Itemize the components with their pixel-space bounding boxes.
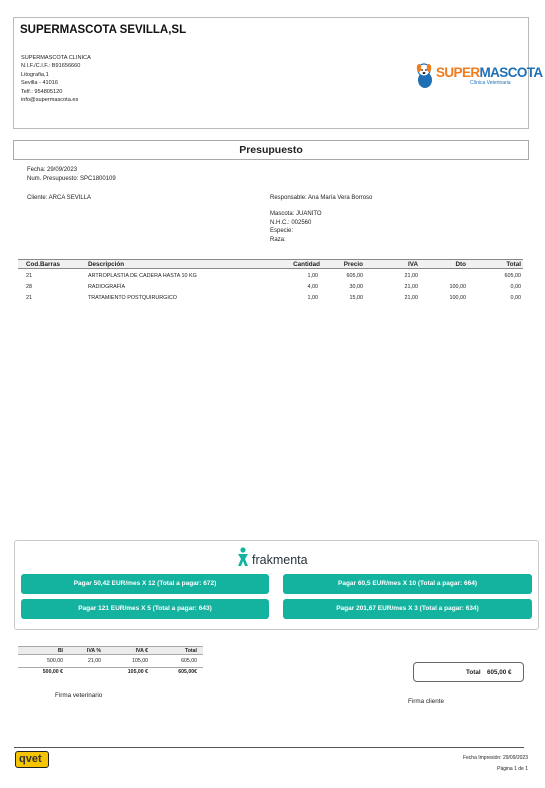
tax-col-total: Total <box>184 648 197 654</box>
col-dto: Dto <box>455 261 466 268</box>
pay-10-months-button[interactable]: Pagar 60,5 EUR/mes X 10 (Total a pagar: 664) <box>283 574 532 594</box>
tax-bi: 500,00 <box>47 658 63 664</box>
company-line: Telf.: 954805120 <box>21 88 63 95</box>
tax-iva-pct: 21,00 <box>88 658 101 664</box>
quote-number: Num. Presupuesto: SPC1800109 <box>27 175 116 182</box>
logo-wordmark: SUPERMASCOTA <box>436 65 543 80</box>
col-iva: IVA <box>407 261 418 268</box>
qvet-wordmark: qvet <box>19 753 42 765</box>
company-name: SUPERMASCOTA SEVILLA,SL <box>20 24 187 36</box>
quote-date: Fecha: 29/09/2023 <box>27 167 78 173</box>
cell-desc: TRATAMIENTO POSTQUIRURGICO <box>88 295 177 301</box>
document-title: Presupuesto <box>13 140 529 160</box>
cell-iva: 21,00 <box>404 295 418 301</box>
col-desc: Descripción <box>88 261 125 268</box>
cell-precio: 15,00 <box>349 295 363 301</box>
grand-total-box <box>413 662 524 682</box>
company-line: info@supermascota.es <box>21 97 79 104</box>
company-line: Sevilla - 41016 <box>21 80 59 87</box>
tax-iva-eur: 105,00 <box>132 658 148 664</box>
cell-iva: 21,00 <box>404 273 418 279</box>
tax-summary-header <box>18 646 203 655</box>
cell-cant: 4,00 <box>307 284 318 290</box>
cell-total: 0,00 <box>510 295 521 301</box>
company-details <box>21 54 91 104</box>
tax-total-iva: 105,00 € <box>127 669 148 675</box>
tax-col-iva-eur: IVA € <box>135 648 148 654</box>
cell-cant: 1,00 <box>307 295 318 301</box>
cell-total: 605,00 <box>504 273 521 279</box>
cell-cod: 21 <box>26 295 32 301</box>
col-precio: Precio <box>343 261 363 268</box>
cell-precio: 605,00 <box>346 273 363 279</box>
col-cant: Cantidad <box>293 261 320 268</box>
footer-divider <box>14 747 524 748</box>
quote-meta <box>27 166 116 183</box>
frakmenta-logo <box>236 546 316 568</box>
pay-12-months-button[interactable]: Pagar 50,42 EUR/mes X 12 (Total a pagar: 672) <box>21 574 269 594</box>
dog-mascot-icon <box>412 62 436 90</box>
col-cod: Cod.Barras <box>26 261 60 268</box>
client-name: Cliente: ARCA SEVILLA <box>27 195 92 201</box>
cell-total: 0,00 <box>510 284 521 290</box>
grand-total-label: Total <box>466 669 481 676</box>
cell-desc: ARTROPLASTIA DE CADERA HASTA 10 KG <box>88 273 197 279</box>
cell-dto: 100,00 <box>449 295 466 301</box>
pet-nhc: N.H.C.: 002560 <box>270 219 312 226</box>
cell-cod: 21 <box>26 273 32 279</box>
tax-total-sum: 605,00€ <box>178 669 197 675</box>
tax-col-iva-pct: IVA % <box>86 648 101 654</box>
cell-cant: 1,00 <box>307 273 318 279</box>
responsible: Responsable: Ana María Vera Borroso <box>270 195 373 201</box>
pet-info <box>270 210 322 244</box>
grand-total-value: 605,00 € <box>487 669 512 676</box>
cell-dto: 100,00 <box>449 284 466 290</box>
tax-totals-row <box>18 669 203 679</box>
company-line: SUPERMASCOTA CLINICA <box>21 55 91 61</box>
tax-total-bi: 500,00 € <box>42 669 63 675</box>
person-icon <box>236 547 250 567</box>
frakmenta-brand: frakmenta <box>252 553 308 567</box>
tax-total: 605,00 <box>181 658 197 664</box>
tax-divider <box>18 667 203 668</box>
print-date: Fecha Impresión: 29/09/2023 <box>462 755 528 761</box>
cell-desc: RADIOGRAFÍA <box>88 284 126 290</box>
pet-name: Mascota: JUANITO <box>270 211 322 217</box>
client-signature-label: Firma cliente <box>408 698 445 705</box>
pay-5-months-button[interactable]: Pagar 121 EUR/mes X 5 (Total a pagar: 643) <box>21 599 269 619</box>
pet-species: Especie: <box>270 228 294 235</box>
vet-signature-label: Firma veterinario <box>55 692 103 699</box>
cell-iva: 21,00 <box>404 284 418 290</box>
pet-breed: Raza: <box>270 236 286 243</box>
page-number: Página 1 de 1 <box>497 766 528 772</box>
cell-cod: 28 <box>26 284 32 290</box>
qvet-logo <box>15 751 49 768</box>
table-row <box>18 295 523 307</box>
items-table-header <box>18 259 523 269</box>
supermascota-logo <box>412 60 543 92</box>
cell-precio: 30,00 <box>349 284 363 290</box>
tax-col-bi: BI <box>57 648 63 654</box>
col-total: Total <box>506 261 521 268</box>
logo-subtitle: Clínica Veterinaria <box>470 80 511 86</box>
company-line: Litografia,1 <box>21 71 49 78</box>
pay-3-months-button[interactable]: Pagar 201,67 EUR/mes X 3 (Total a pagar: 634) <box>283 599 532 619</box>
company-line: N.I.F./C.I.F.: B91656660 <box>21 63 81 70</box>
